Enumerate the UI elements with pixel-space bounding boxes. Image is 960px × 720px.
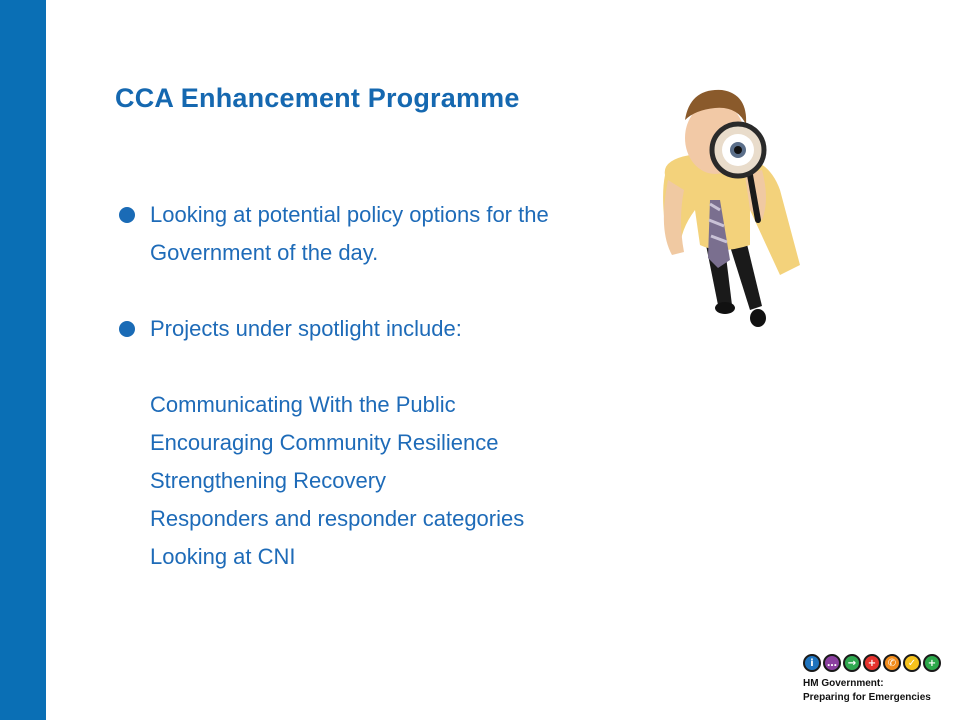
arrow-icon: → <box>843 654 861 672</box>
logo-line-2: Preparing for Emergencies <box>803 692 931 703</box>
project-item: Strengthening Recovery <box>150 468 387 493</box>
project-item: Responders and responder categories <box>150 506 525 531</box>
hm-government-logo <box>803 654 953 714</box>
info-icon: i <box>803 654 821 672</box>
bullet-projects <box>118 310 638 348</box>
speech-icon: … <box>823 654 841 672</box>
logo-text <box>803 677 953 705</box>
cross-icon: + <box>923 654 941 672</box>
man-with-magnifying-glass-icon <box>650 80 830 340</box>
side-accent-bar <box>0 0 46 720</box>
logo-line-1: HM Government: <box>803 678 884 689</box>
slide-content <box>118 196 638 576</box>
bullet-dot <box>119 321 135 337</box>
project-item: Communicating With the Public <box>150 392 456 417</box>
logo-icons <box>803 654 953 672</box>
project-list <box>118 386 638 576</box>
bullet-policy-options <box>118 196 638 272</box>
bullet-dot <box>119 207 135 223</box>
phone-icon: ✆ <box>883 654 901 672</box>
slide-title: CCA Enhancement Programme <box>115 83 520 113</box>
first-aid-icon: + <box>863 654 881 672</box>
check-icon: ✓ <box>903 654 921 672</box>
bullet-text: Projects under spotlight include: <box>150 316 462 341</box>
project-item: Encouraging Community Resilience <box>150 430 499 455</box>
bullet-text: Looking at potential policy options for the Government of the day. <box>150 202 549 265</box>
project-item: Looking at CNI <box>150 544 296 569</box>
